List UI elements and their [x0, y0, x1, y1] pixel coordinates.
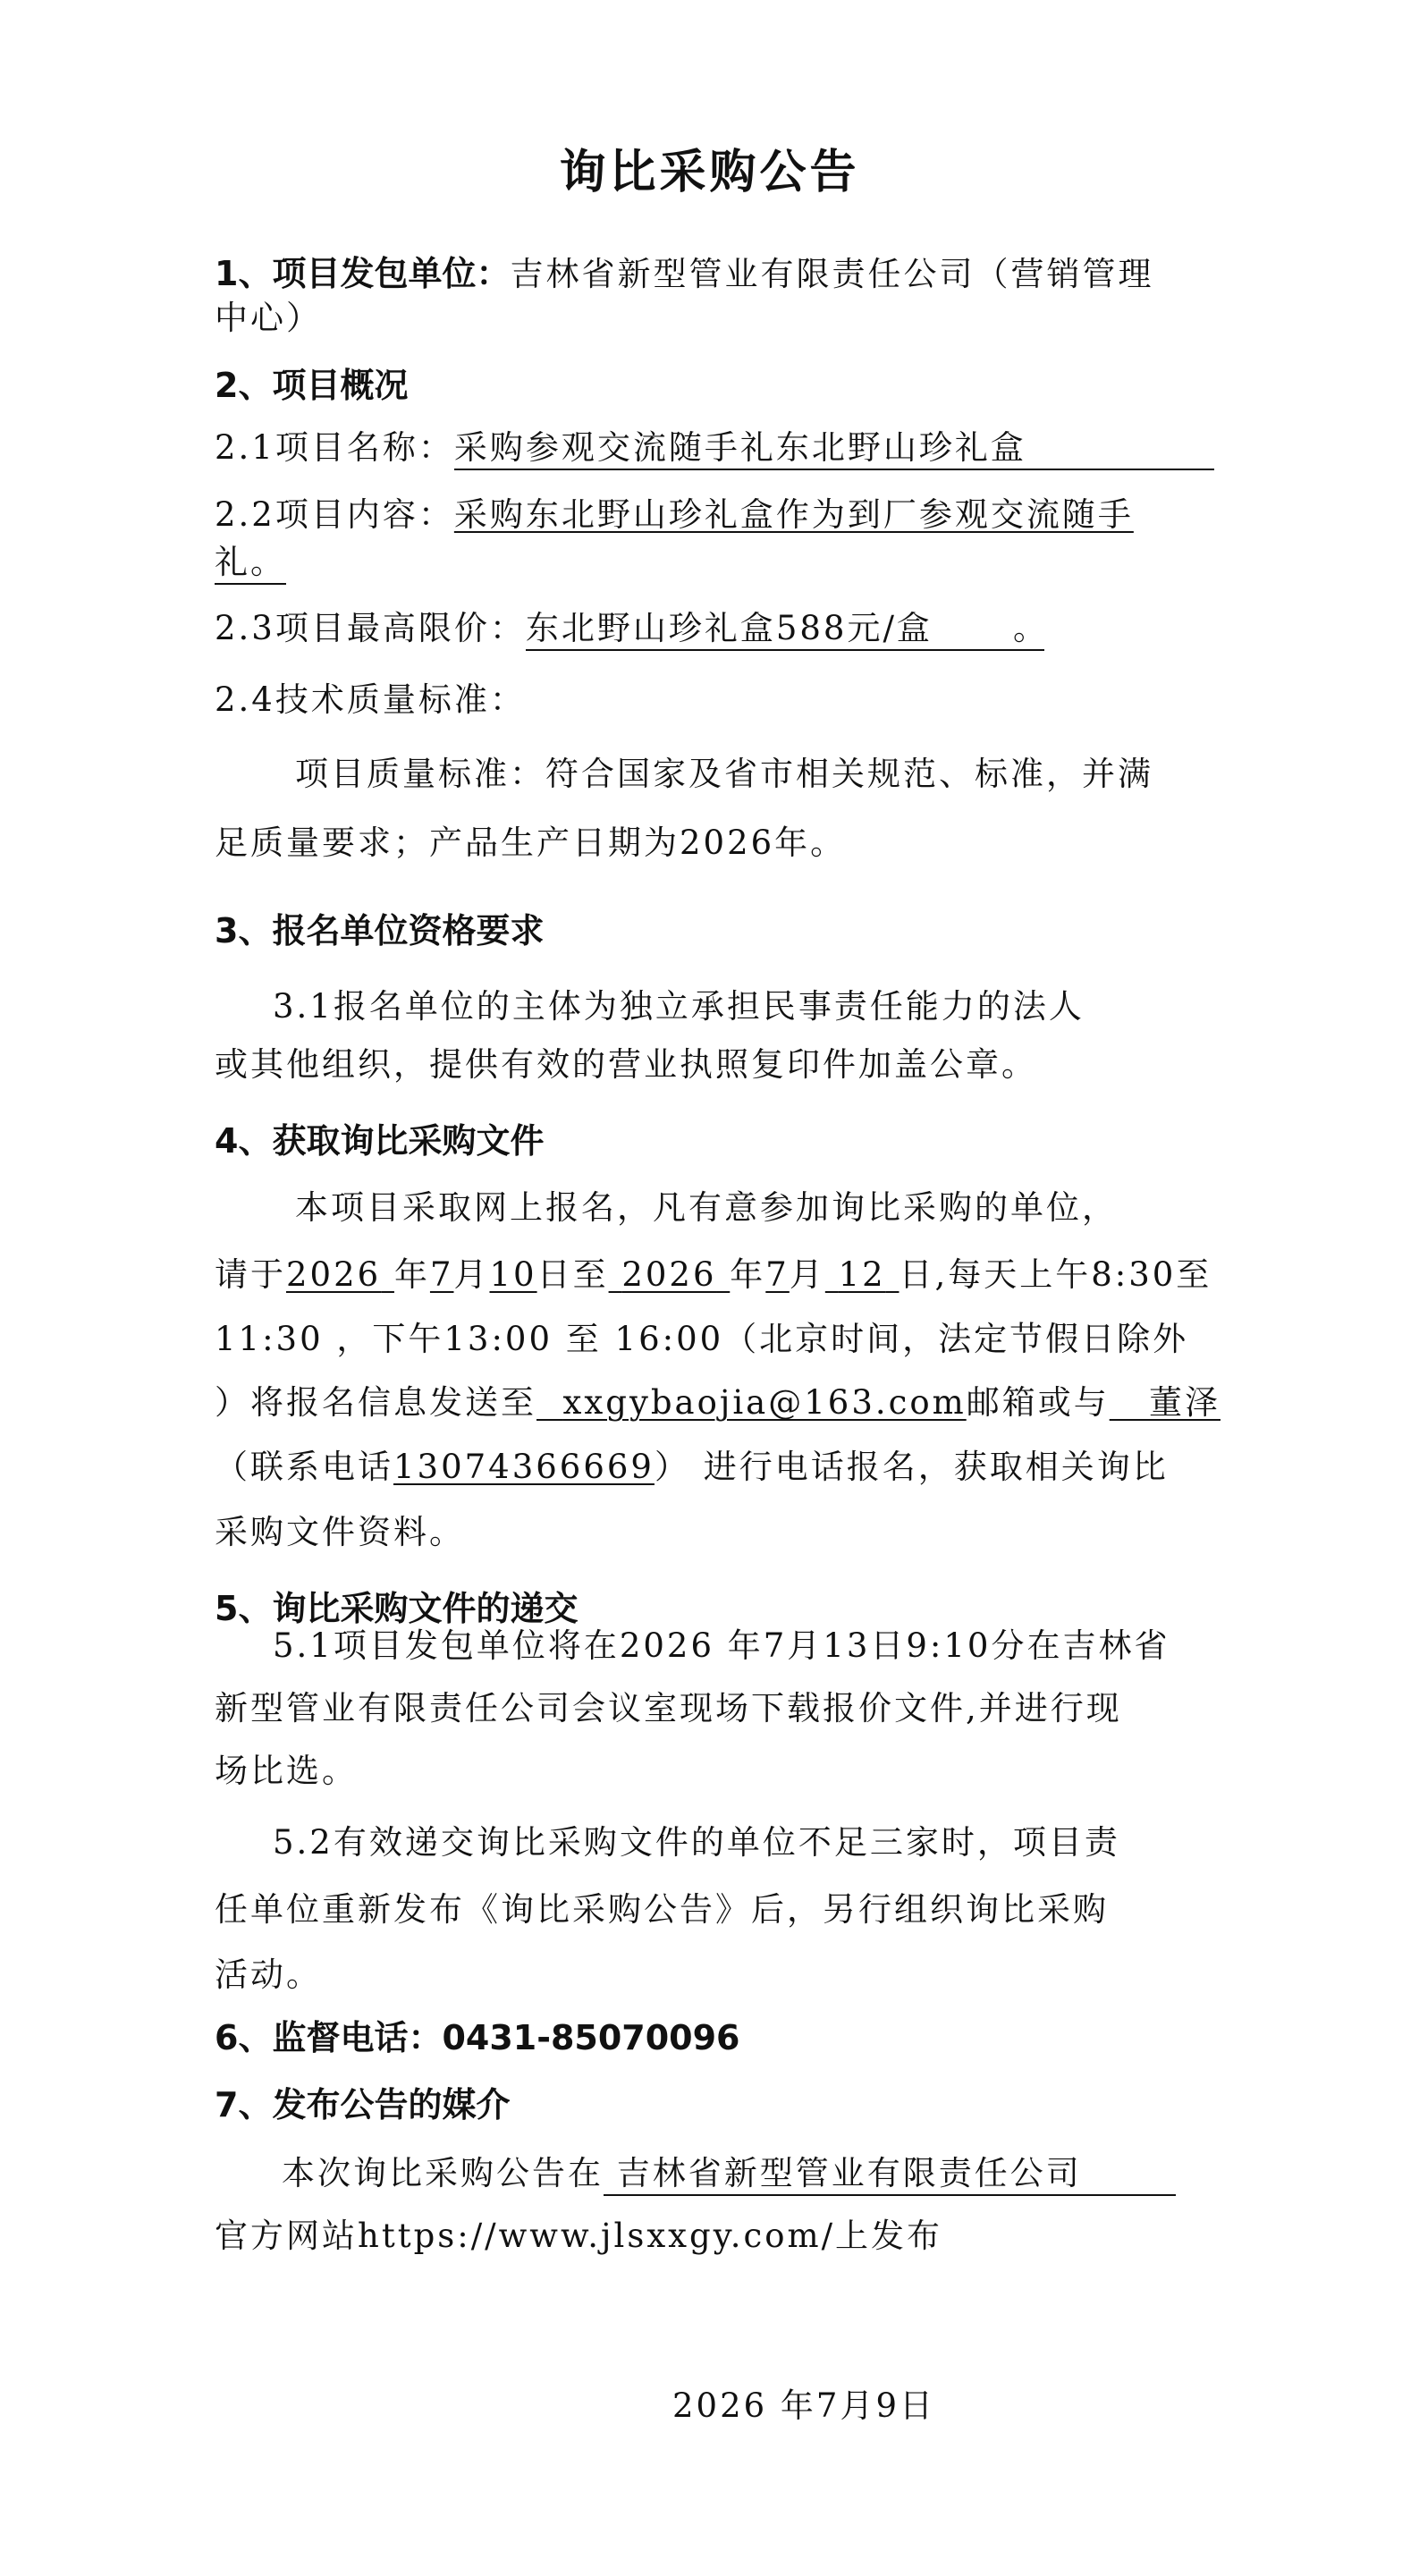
supervision-phone: 6、监督电话：0431-85070096 [215, 2018, 740, 2057]
section-3-heading: 3、报名单位资格要求 [215, 911, 545, 950]
contact-name: 董泽 [1149, 1383, 1221, 1422]
item-2-2-line-1 [215, 487, 1134, 536]
item-2-1-value: 采购参观交流随手礼东北野山珍礼盒 [454, 420, 1214, 470]
section-7-line-1: 本次询比采购公告在 吉林省新型管业有限责任公司 [282, 2146, 1176, 2196]
item-2-1 [215, 420, 1214, 470]
section-1-line-1 [215, 246, 1153, 295]
section-4-line-3: 11:30 ，下午13:00 至 16:00（北京时间，法定节假日除外 [215, 1320, 1189, 1358]
section-2-heading: 2、项目概况 [215, 366, 409, 405]
start-month: 7 [429, 1255, 454, 1294]
publisher-company: 吉林省新型管业有限责任公司 [604, 2146, 1176, 2196]
section-4-line-2: 请于2026 年7月10日至 2026 年7月 12 日,每天上午8:30至 [215, 1255, 1212, 1294]
section-5-2-b: 任单位重新发布《询比采购公告》后，另行组织询比采购 [215, 1890, 1109, 1929]
quality-standard-a: 项目质量标准：符合国家及省市相关规范、标准，并满 [295, 755, 1153, 793]
item-2-1-label: 2.1项目名称： [215, 428, 454, 467]
item-2-3-value: 东北野山珍礼盒588元/盒 。 [526, 601, 1044, 651]
section-1-text-a: 吉林省新型管业有限责任公司（营销管理 [510, 255, 1154, 293]
section-5-heading: 5、询比采购文件的递交 [215, 1589, 579, 1628]
end-year: 2026 [621, 1255, 717, 1294]
section-5-1-a: 5.1项目发包单位将在2026 年7月13日9:10分在吉林省 [273, 1626, 1170, 1665]
section-3-text-b: 或其他组织，提供有效的营业执照复印件加盖公章。 [215, 1045, 1037, 1084]
start-year: 2026 [286, 1255, 382, 1294]
section-4-line-5: （联系电话13074366669） 进行电话报名，获取相关询比 [215, 1448, 1169, 1486]
section-5-1-b: 新型管业有限责任公司会议室现场下载报价文件,并进行现 [215, 1689, 1122, 1727]
section-5-1-c: 场比选。 [215, 1752, 358, 1790]
item-2-2-line-2 [215, 535, 286, 585]
announcement-date: 2026 年7月9日 [672, 2386, 936, 2425]
section-1-text-b: 中心） [215, 299, 322, 337]
quality-standard-b: 足质量要求；产品生产日期为2026年。 [215, 823, 847, 862]
section-4-line-4: ）将报名信息发送至 xxgybaojia@163.com邮箱或与 董泽 [215, 1383, 1221, 1422]
end-month: 7 [765, 1255, 790, 1294]
section-4-line-6: 采购文件资料。 [215, 1513, 465, 1551]
end-day: 12 [838, 1255, 886, 1294]
item-2-2-label: 2.2项目内容： [215, 495, 454, 534]
section-5-2-c: 活动。 [215, 1955, 322, 1994]
registration-email[interactable]: xxgybaojia@163.com [562, 1383, 967, 1422]
section-1-heading: 1、项目发包单位： [215, 254, 511, 293]
item-2-3 [215, 601, 1049, 651]
section-3-text-a: 3.1报名单位的主体为独立承担民事责任能力的法人 [273, 987, 1085, 1026]
section-4-heading: 4、获取询比采购文件 [215, 1121, 545, 1161]
item-2-2-value-a: 采购东北野山珍礼盒作为到厂参观交流随手 [453, 495, 1134, 534]
start-day: 10 [489, 1255, 537, 1294]
section-5-2-a: 5.2有效递交询比采购文件的单位不足三家时，项目责 [273, 1823, 1120, 1862]
contact-phone: 13074366669 [393, 1448, 655, 1486]
item-2-4-label: 2.4技术质量标准： [215, 680, 526, 719]
item-2-3-label: 2.3项目最高限价： [215, 609, 526, 647]
page-title: 询比采购公告 [559, 146, 860, 199]
section-4-line-1: 本项目采取网上报名，凡有意参加询比采购的单位， [295, 1188, 1118, 1227]
item-2-2-value-b: 礼。 [215, 535, 286, 585]
section-7-heading: 7、发布公告的媒介 [215, 2085, 511, 2124]
section-7-line-2: 官方网站https://www.jlsxxgy.com/上发布 [215, 2217, 943, 2255]
